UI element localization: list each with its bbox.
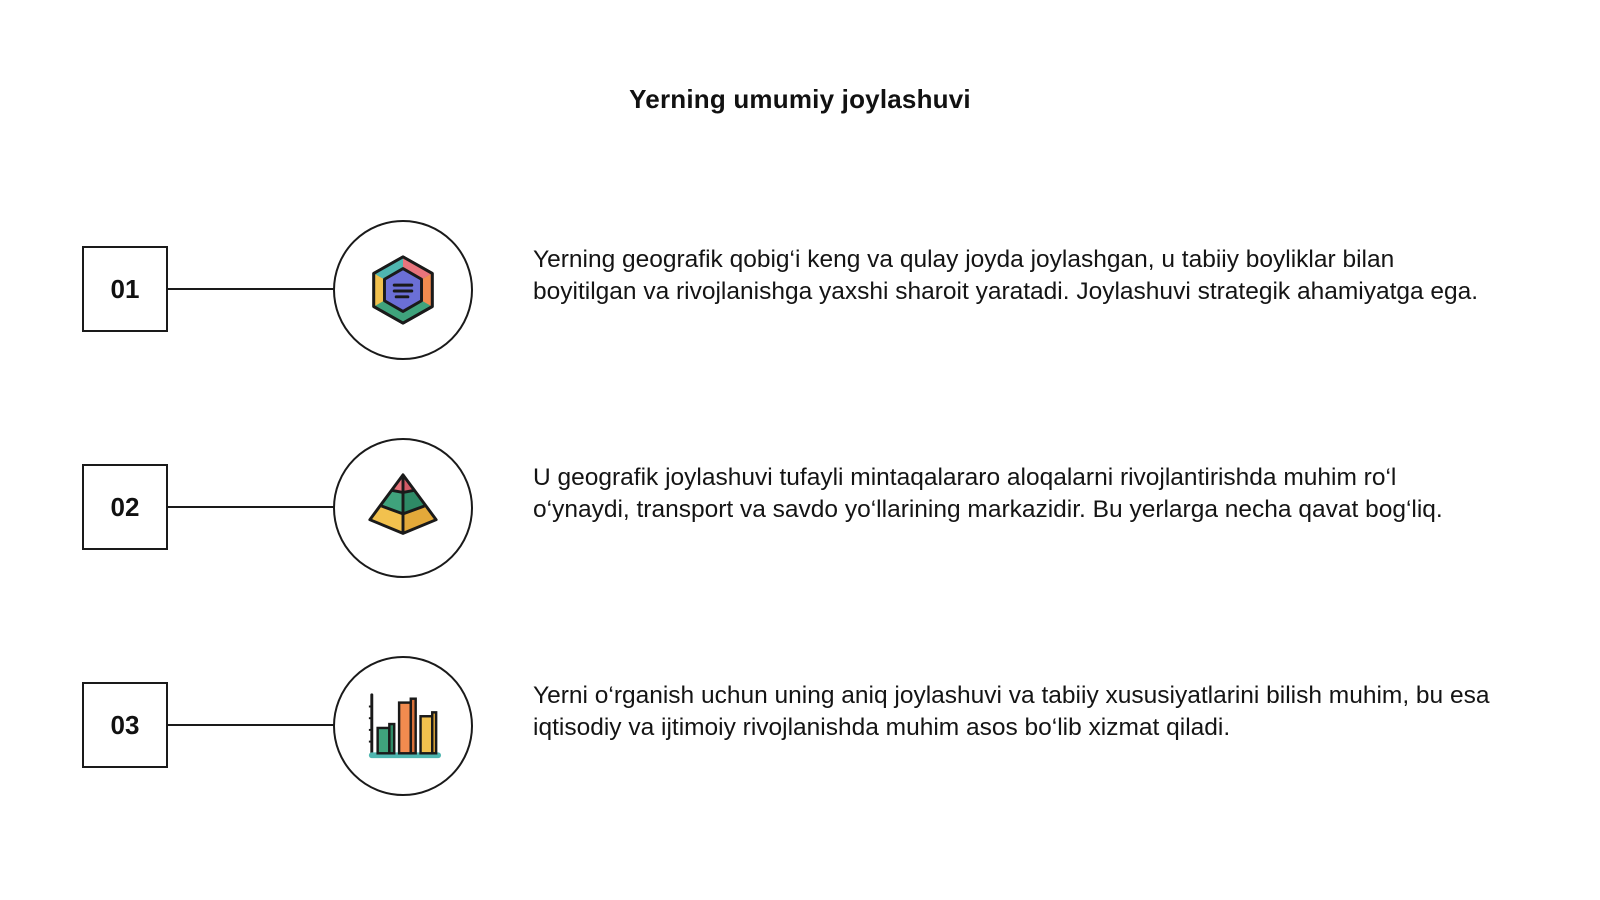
list-item [0, 438, 1600, 578]
item-description: Yerni o‘rganish uchun uning aniq joylashuvi va tabiiy xususiyatlarini bilish muhim, bu esa iqtisodiy va ijtimoiy rivojlanishda muhim asos bo‘lib xizmat qiladi. [533, 682, 1490, 741]
icon-circle [333, 220, 473, 360]
page-title: Yerning umumiy joylashuvi [629, 84, 971, 114]
bar-chart-icon [364, 687, 442, 765]
connector-line [168, 506, 334, 508]
connector-line [168, 288, 334, 290]
item-number-box: 01 [82, 246, 168, 332]
connector-line [168, 724, 334, 726]
item-number-box: 03 [82, 682, 168, 768]
item-number-box: 02 [82, 464, 168, 550]
pyramid-icon [364, 469, 442, 547]
list-item [0, 656, 1600, 796]
icon-circle [333, 438, 473, 578]
icon-circle [333, 656, 473, 796]
item-description: Yerning geografik qobig‘i keng va qulay joyda joylashgan, u tabiiy boyliklar bilan boyitilgan va rivojlanishga yaxshi sharoit yaratadi. Joylashuvi strategik ahamiyatga ega. [533, 246, 1479, 305]
list-item [0, 220, 1600, 360]
item-description: U geografik joylashuvi tufayli mintaqalararo aloqalarni rivojlantirishda muhim ro‘l o‘ynaydi, transport va savdo yo‘llarining markazidir. Bu yerlarga necha qavat bog‘liq. [533, 464, 1443, 523]
hexagon-icon [364, 251, 442, 329]
